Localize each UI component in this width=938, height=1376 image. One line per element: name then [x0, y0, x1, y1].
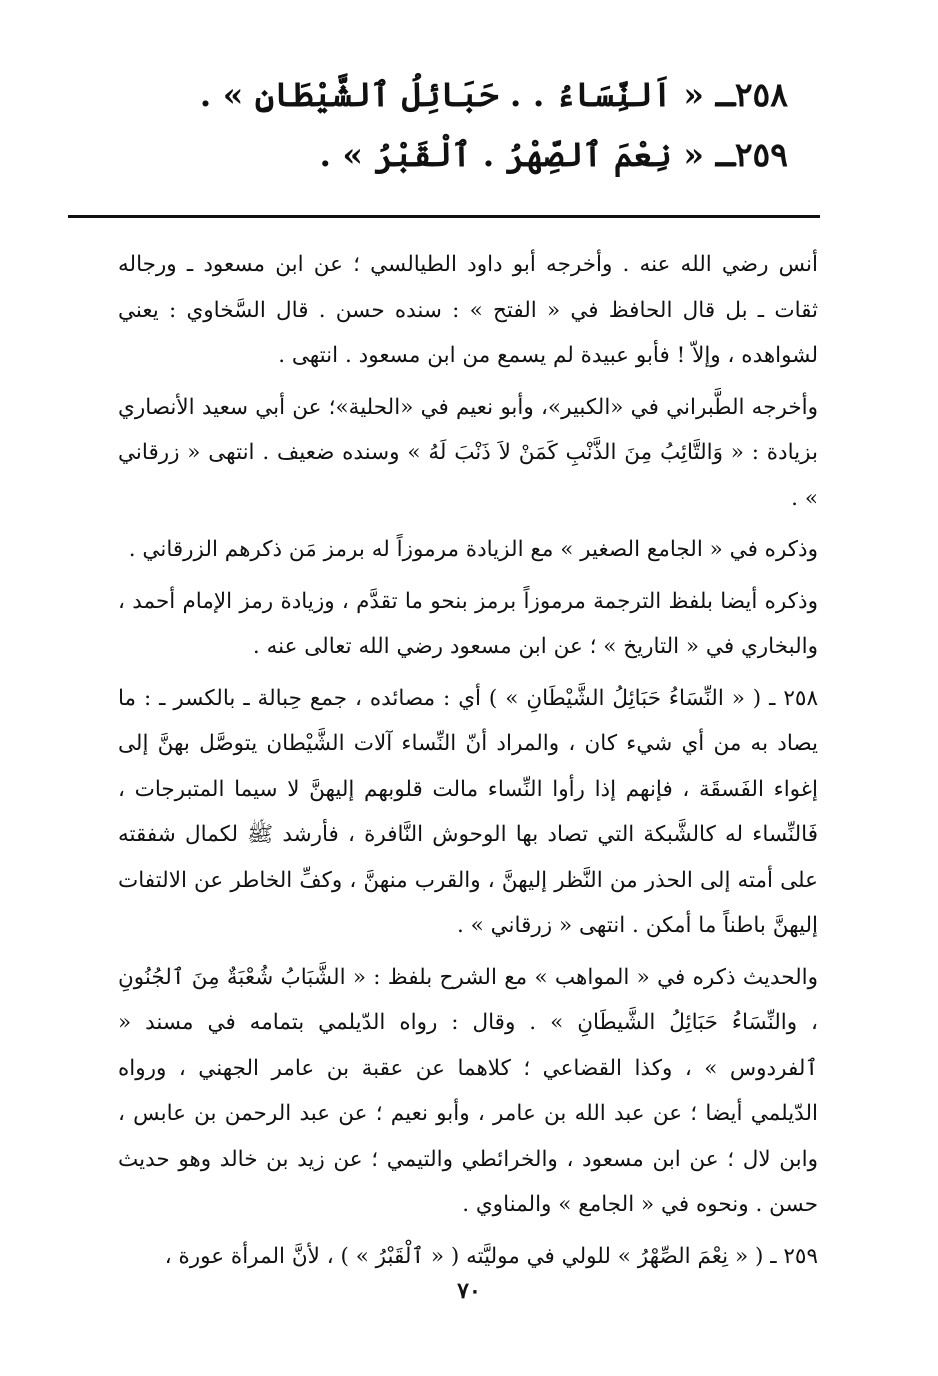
paragraph: وذكره في « الجامع الصغير » مع الزيادة مرموزاً له برمز مَن ذكرهم الزرقاني .: [128, 537, 818, 562]
paragraph: وذكره أيضا بلفظ الترجمة مرموزاً برمز بنحو ما تقدَّم ، وزيادة رمز الإمام أحمد ، والبخاري في « التاريخ » ؛ عن ابن مسعود رضي الله تعالى عنه .: [118, 588, 818, 659]
page-number: ٧٠: [457, 1278, 481, 1304]
hadith-heading: ٢٥٨ـ « اَلنِّسَاءُ . . حَبَائِلُ ٱلشَّيْطَانِ » .: [199, 75, 788, 114]
paragraph: وأخرجه الطَّبراني في «الكبير»، وأبو نعيم في «الحلية»؛ عن أبي سعيد الأنصاري بزيادة : « وَالتَّائِبُ مِنَ الذَّنْبِ كَمَنْ لاَ ذَنْبَ لَهُ » وسنده ضعيف . انتهى « زرقاني » .: [118, 394, 818, 511]
paragraph: والحديث ذكره في « المواهب » مع الشرح بلفظ : « الشَّبَابُ شُعْبَةٌ مِنَ ٱلجُنُونِ ، والنِّسَاءُ حَبَائِلُ الشَّيطَانِ » . وقال : رواه الدّيلمي بتمامه في مسند « ٱلفردوس » ، وكذا القضاعي ؛ كلاهما عن عقبة بن عامر الجهني ، ورواه الدّيلمي أيضا ؛ عن عبد الله بن عامر ، وأبو نعيم ؛ عن عبد الرحمن بن عابس ، وابن لال ؛ عن ابن مسعود ، والخرائطي والتيمي ؛ عن زيد بن خالد وهو حديث حسن . ونحوه في « الجامع » والمناوي .: [118, 964, 818, 1217]
commentary-body: [118, 242, 818, 1285]
paragraph: ٢٥٨ ـ ( « النِّسَاءُ حَبَائِلُ الشَّيْطَانِ » ) أي : مصائده ، جمع حِبالة ـ بالكسر ـ : ما يصاد به من أي شيء كان ، والمراد أنّ النِّساء آلات الشَّيْطان يتوصَّل بهنَّ إلى إغواء الفَسقَة ، فإنهم إذا رأوا النِّساء مالت قلوبهم إليهنَّ لا سيما المتبرجات ، فَالنِّساء له كالشَّبكة التي تصاد بها الوحوش النَّافرة ، فأرشد ﷺ لكمال شفقته على أمته إلى الحذر من النَّظر إليهنَّ ، والقرب منهنَّ ، وكفِّ الخاطر عن الالتفات إليهنَّ باطناً ما أمكن . انتهى « زرقاني » .: [118, 685, 818, 938]
paragraph: ٢٥٩ ـ ( « نِعْمَ الصِّهْرُ » للولي في موليَّته ( « ٱلْقَبْرُ » ) ، لأنَّ المرأة عورة ،: [164, 1243, 818, 1269]
footnote-divider: [68, 215, 820, 218]
hadith-heading: ٢٥٩ـ « نِعْمَ ٱلصِّهْرُ . ٱلْقَبْرُ » .: [319, 135, 788, 174]
paragraph: أنس رضي الله عنه . وأخرجه أبو داود الطيالسي ؛ عن ابن مسعود ـ ورجاله ثقات ـ بل قال الحافظ في « الفتح » : سنده حسن . قال السَّخاوي : يعني لشواهده ، وإلاّ ! فأبو عبيدة لم يسمع من ابن مسعود . انتهى .: [118, 252, 818, 368]
